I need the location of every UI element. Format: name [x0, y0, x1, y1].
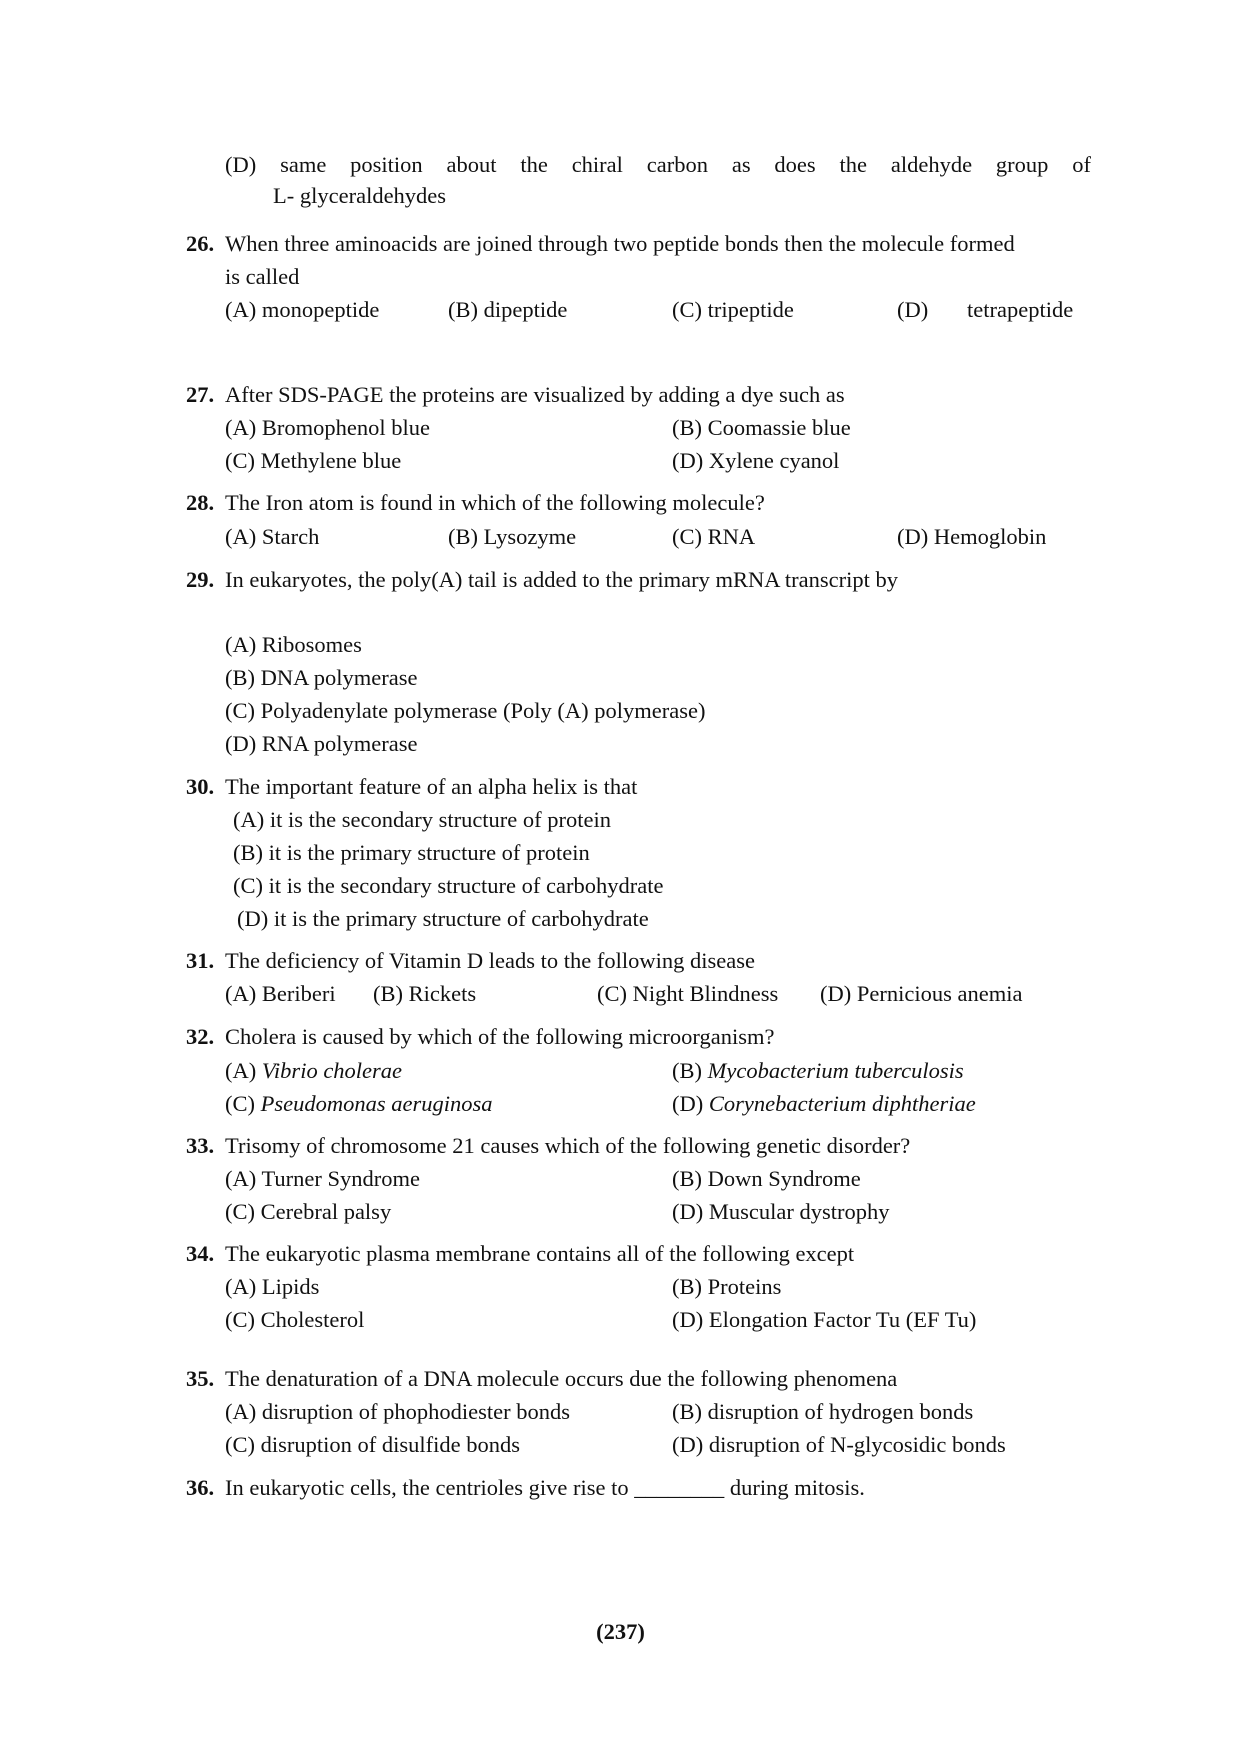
question-number: 28.	[186, 490, 215, 515]
question-text-cont: is called	[225, 264, 300, 289]
option-b: (B) Rickets	[373, 981, 477, 1006]
option-d: (D) Hemoglobin	[897, 524, 1047, 549]
option-b: (B) Coomassie blue	[672, 415, 851, 440]
option-a: (A) it is the secondary structure of protein	[233, 807, 612, 832]
question-number: 27.	[186, 382, 215, 407]
organism-name: Mycobacterium tuberculosis	[707, 1058, 964, 1083]
option-d-label: (D)	[897, 297, 929, 322]
option-label: (B)	[672, 1058, 702, 1083]
option-b: (B) dipeptide	[448, 297, 568, 322]
option-d: (D) Pernicious anemia	[820, 981, 1023, 1006]
option-c: (C) disruption of disulfide bonds	[225, 1432, 520, 1457]
question-text: The deficiency of Vitamin D leads to the following disease	[225, 948, 755, 973]
question-number: 30.	[186, 774, 215, 799]
question-number: 29.	[186, 567, 215, 592]
option-a: (A) disruption of phophodiester bonds	[225, 1399, 570, 1424]
option-d: (D) disruption of N-glycosidic bonds	[672, 1432, 1006, 1457]
organism-name: Vibrio cholerae	[261, 1058, 403, 1083]
option-a: (A) Beriberi	[225, 981, 336, 1006]
option-label: (C)	[225, 1091, 255, 1116]
question-text: Trisomy of chromosome 21 causes which of the following genetic disorder?	[225, 1133, 911, 1158]
option-c: (C) Methylene blue	[225, 448, 402, 473]
question-text: In eukaryotes, the poly(A) tail is added to the primary mRNA transcript by	[225, 567, 898, 592]
option-b: (B) Down Syndrome	[672, 1166, 861, 1191]
question-text: Cholera is caused by which of the following microorganism?	[225, 1024, 775, 1049]
question-number: 34.	[186, 1241, 215, 1266]
option-a: (A) monopeptide	[225, 297, 380, 322]
option-b: (B) disruption of hydrogen bonds	[672, 1399, 974, 1424]
question-number: 36.	[186, 1475, 215, 1500]
option-b: (B) it is the primary structure of protein	[233, 840, 590, 865]
option-c: (C) tripeptide	[672, 297, 794, 322]
question-number: 26.	[186, 231, 215, 256]
organism-name: Pseudomonas aeruginosa	[260, 1091, 493, 1116]
option-c: (C) Night Blindness	[597, 981, 779, 1006]
organism-name: Corynebacterium diphtheriae	[708, 1091, 976, 1116]
question-text: When three aminoacids are joined through two peptide bonds then the molecule formed	[225, 231, 1015, 256]
option-c: (C) Cholesterol	[225, 1307, 365, 1332]
option-b: (B) Proteins	[672, 1274, 782, 1299]
question-text: In eukaryotic cells, the centrioles give rise to ________ during mitosis.	[225, 1475, 865, 1500]
option-d: (D) RNA polymerase	[225, 731, 418, 756]
question-text: The important feature of an alpha helix is that	[225, 774, 638, 799]
question-text: The Iron atom is found in which of the following molecule?	[225, 490, 765, 515]
question-number: 35.	[186, 1366, 215, 1391]
page-number: (237)	[596, 1619, 645, 1644]
option-d-text: tetrapeptide	[967, 297, 1074, 322]
option-a: (A) Bromophenol blue	[225, 415, 430, 440]
option-a	[225, 1060, 402, 1083]
q25-option-d-line2: L- glyceraldehydes	[273, 183, 447, 208]
option-a: (A) Lipids	[225, 1274, 320, 1299]
question-number: 31.	[186, 948, 215, 973]
question-number: 33.	[186, 1133, 215, 1158]
option-label: (D)	[672, 1091, 704, 1116]
option-c	[225, 1093, 493, 1116]
option-a: (A) Turner Syndrome	[225, 1166, 420, 1191]
option-b: (B) DNA polymerase	[225, 665, 418, 690]
option-d: (D) Xylene cyanol	[672, 448, 840, 473]
option-b: (B) Lysozyme	[448, 524, 577, 549]
question-text: After SDS-PAGE the proteins are visualized by adding a dye such as	[225, 382, 845, 407]
option-c: (C) Cerebral palsy	[225, 1199, 392, 1224]
question-text: The denaturation of a DNA molecule occurs due the following phenomena	[225, 1366, 898, 1391]
question-text: The eukaryotic plasma membrane contains all of the following except	[225, 1241, 855, 1266]
q25-option-d-line1: (D) same position about the chiral carbon as does the aldehyde group of	[225, 152, 1091, 177]
option-d: (D) it is the primary structure of carbohydrate	[237, 906, 649, 931]
option-c: (C) it is the secondary structure of carbohydrate	[233, 873, 664, 898]
option-c: (C) Polyadenylate polymerase (Poly (A) polymerase)	[225, 698, 706, 723]
option-b	[672, 1060, 964, 1083]
option-d: (D) Muscular dystrophy	[672, 1199, 890, 1224]
option-d: (D) Elongation Factor Tu (EF Tu)	[672, 1307, 977, 1332]
option-c: (C) RNA	[672, 524, 756, 549]
option-d	[672, 1093, 976, 1116]
option-a: (A) Ribosomes	[225, 632, 362, 657]
option-label: (A)	[225, 1058, 257, 1083]
option-a: (A) Starch	[225, 524, 320, 549]
question-number: 32.	[186, 1024, 215, 1049]
